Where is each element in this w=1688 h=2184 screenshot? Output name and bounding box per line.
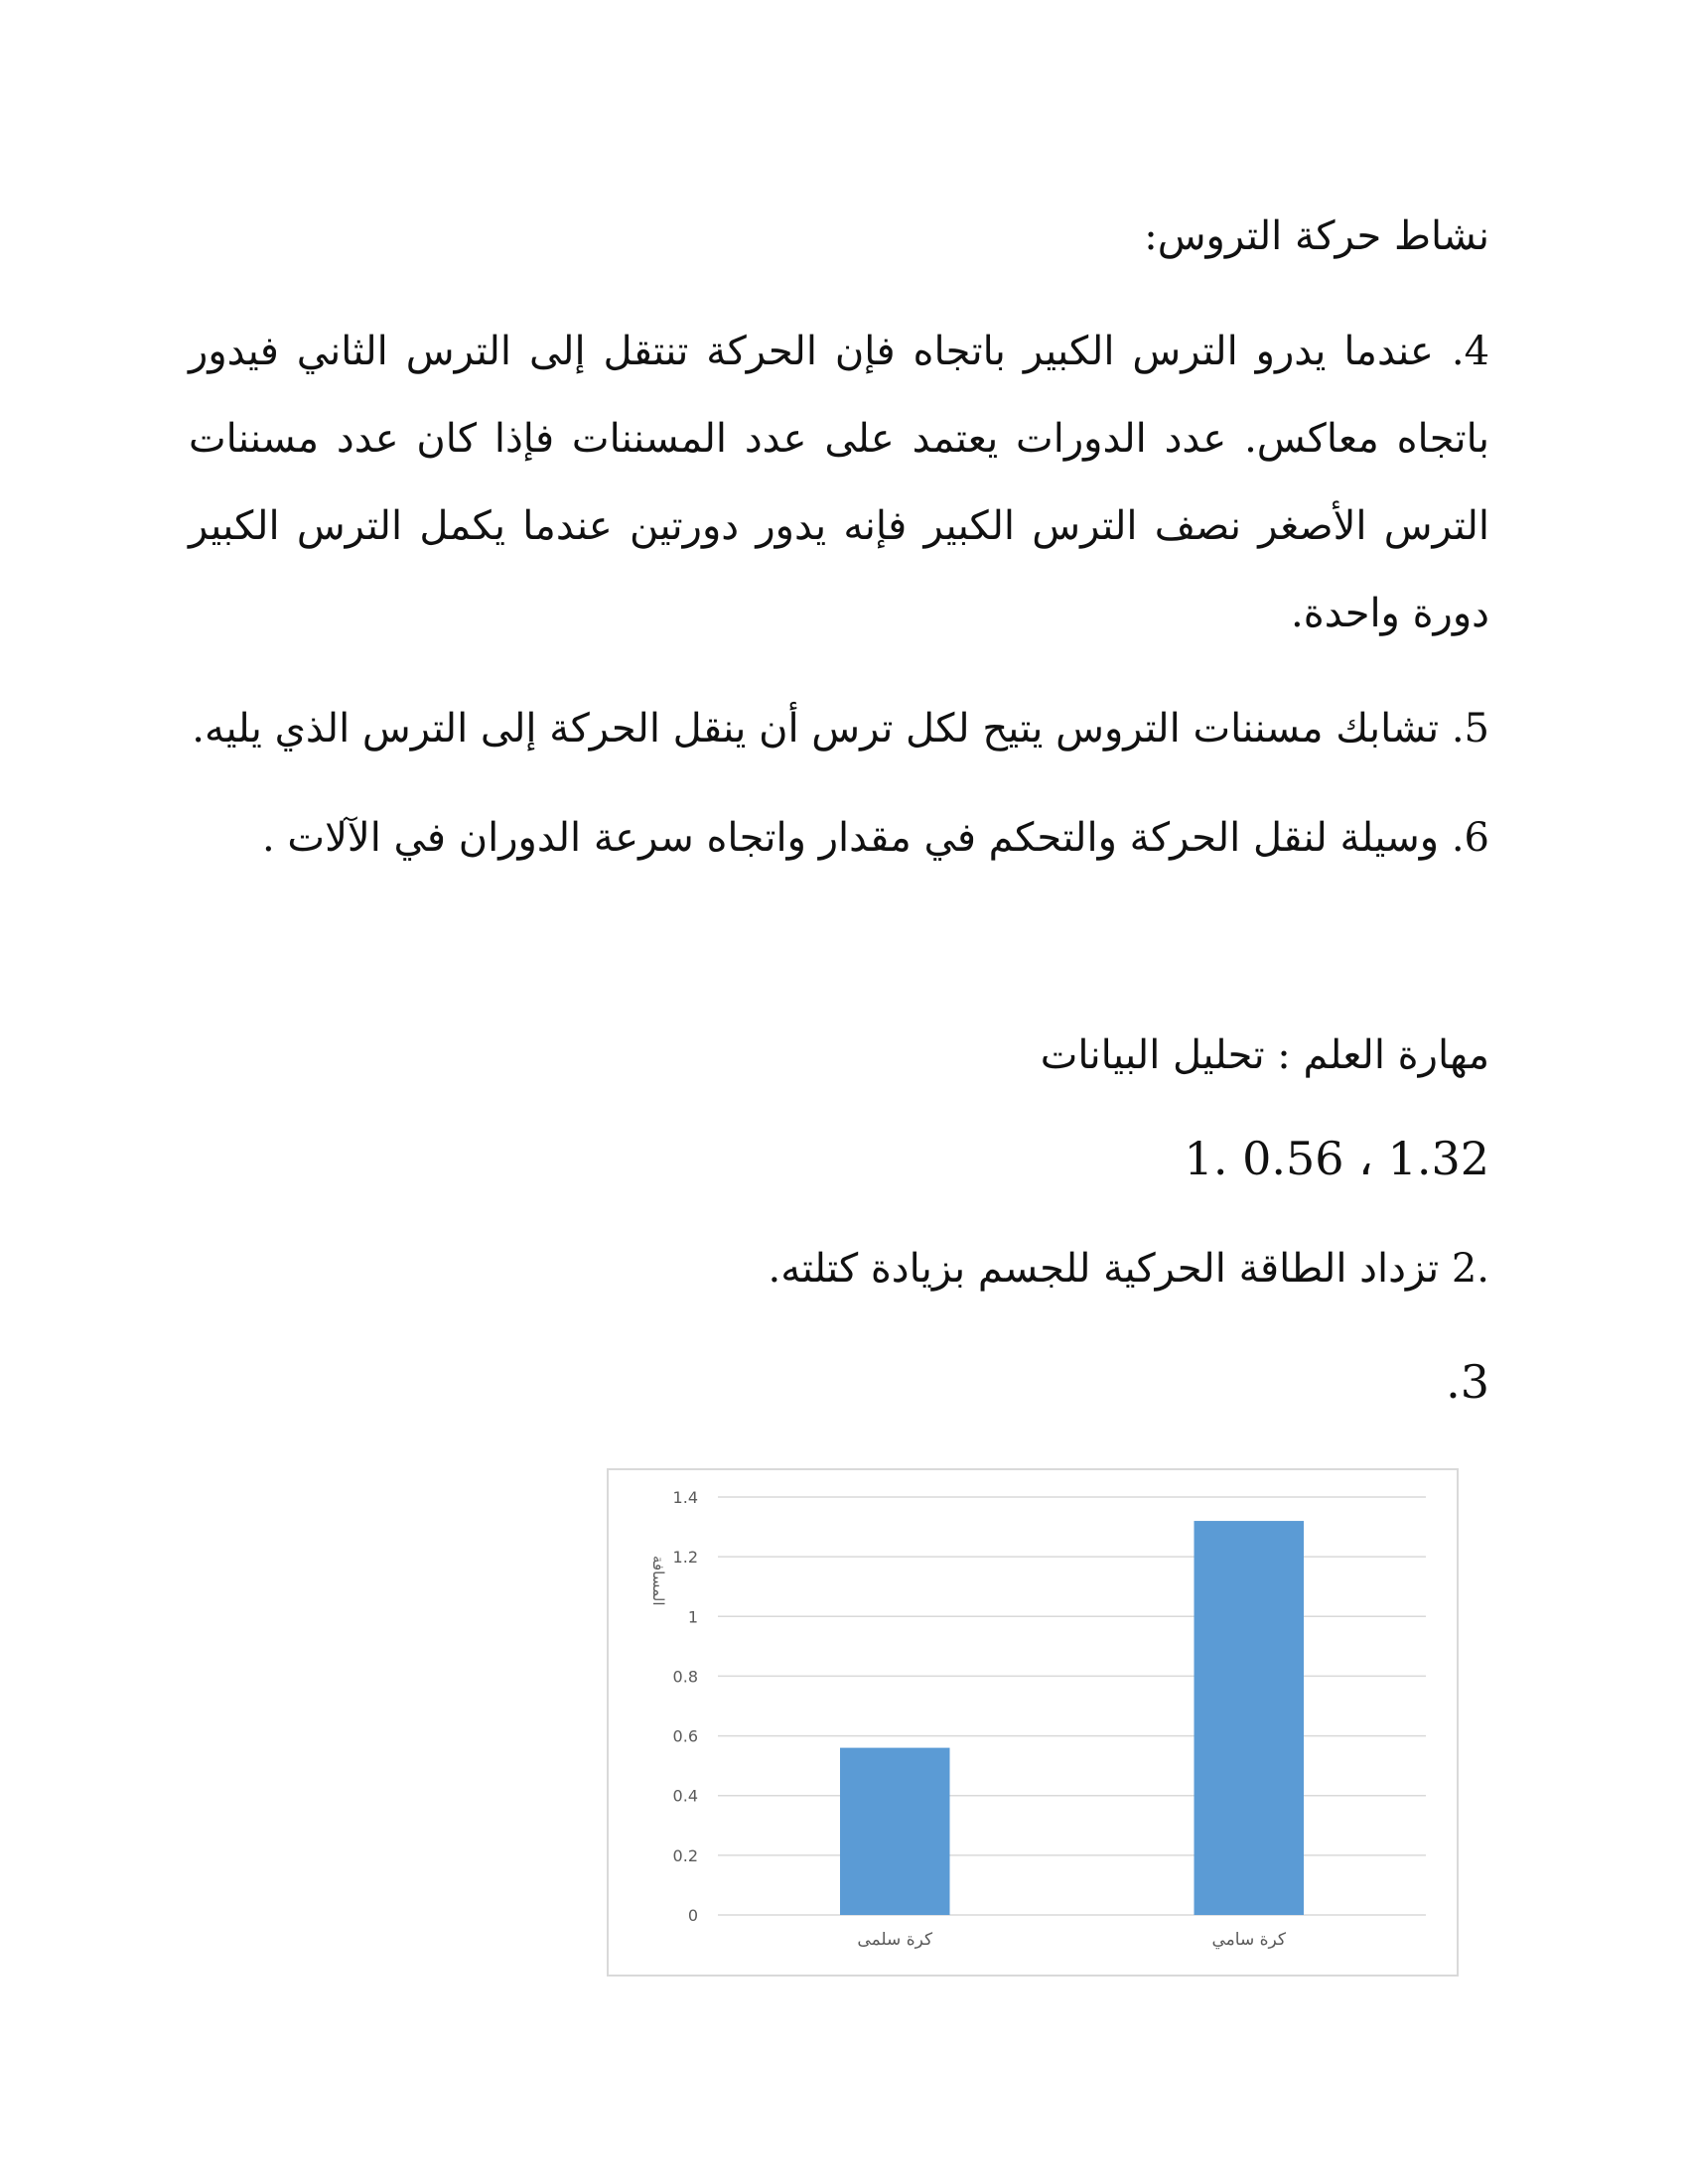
skill-heading: مهارة العلم : تحليل البيانات (1040, 1032, 1489, 1078)
x-category-label: كرة سلمى (857, 1930, 933, 1950)
y-tick-label: 1.4 (672, 1488, 698, 1507)
y-tick-label: 0.6 (672, 1726, 698, 1746)
y-tick-label: 1 (687, 1607, 698, 1627)
answer-text: تزداد الطاقة الحركية للجسم بزيادة كتلته. (768, 1246, 1440, 1292)
item-6 (189, 794, 1489, 882)
y-tick-label: 0.4 (672, 1786, 698, 1806)
y-axis-title: المسافة (649, 1555, 667, 1606)
item-4 (189, 308, 1489, 657)
activity-heading: نشاط حركة التروس: (1144, 213, 1489, 259)
answer-2 (189, 1246, 1489, 1292)
answer-number: .2 (1451, 1246, 1489, 1292)
item-text: عندما يدرو الترس الكبير باتجاه فإن الحركة تنتقل إلى الترس الثاني فيدور باتجاه معاكس. عدد الدورات يعتمد على عدد المسننات فإذا كان عدد مسننات الترس الأصغر نصف الترس الكبير فإنه يدور دورتين عندما يكمل الترس الكبير دورة واحدة. (189, 329, 1489, 636)
y-tick-label: 1.2 (672, 1548, 698, 1568)
item-number: 4. (1451, 329, 1490, 374)
y-tick-label: 0.2 (672, 1845, 698, 1865)
bar-chart (607, 1468, 1459, 1977)
item-5 (189, 685, 1489, 772)
y-tick-label: 0 (687, 1906, 698, 1925)
bar (1194, 1521, 1304, 1915)
answer-1 (189, 1132, 1489, 1185)
x-category-label: كرة سامي (1211, 1930, 1286, 1950)
answer-number: .1 (1184, 1132, 1228, 1185)
item-text: وسيلة لنقل الحركة والتحكم في مقدار واتجاه سرعة الدوران في الآلات . (262, 815, 1440, 861)
item-number: 6. (1451, 815, 1489, 861)
answer-text: 1.32 ، 0.56 (1242, 1132, 1489, 1185)
answer-3 (189, 1355, 1489, 1409)
item-text: تشابك مسننات التروس يتيح لكل ترس أن ينقل الحركة إلى الترس الذي يليه. (192, 706, 1440, 751)
bar (840, 1748, 950, 1915)
answer-number: .3 (1446, 1355, 1489, 1409)
y-tick-label: 0.8 (672, 1667, 698, 1687)
chart-canvas (609, 1470, 1457, 1975)
item-number: 5. (1451, 706, 1489, 751)
